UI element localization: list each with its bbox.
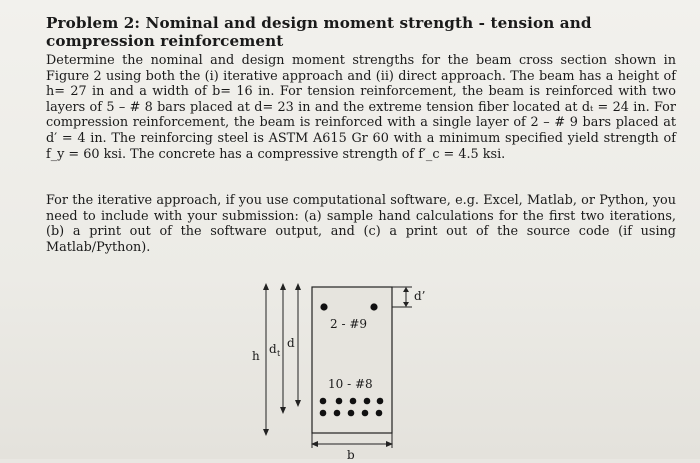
dprime-dimension-label: d’ [414, 289, 426, 303]
submission-instructions-paragraph: For the iterative approach, if you use computational software, e.g. Excel, Matlab, or Python, you need to include with your submission: (a) sample hand calculations for the first two iterations, (b) a print out of the software output, and (c) a print out of the source code (if using Matlab/Python). [46, 193, 676, 255]
arrowhead [263, 429, 269, 436]
arrowhead [263, 283, 269, 290]
compression-bar-label: 2 - #9 [330, 317, 368, 331]
tension-bar [362, 410, 369, 417]
h-dimension-label: h [252, 349, 260, 363]
tension-bar [348, 410, 355, 417]
problem-statement-paragraph: Determine the nominal and design moment strengths for the beam cross section shown in Figure 2 using both the (i) iterative approach and (ii) direct approach. The beam has a height of h= 27 in and a width of b= 16 in. For tension reinforcement, the beam is reinforced with two layers of 5 – # 8 bars placed at d= 23 in and the extreme tension fiber located at dₜ = 24 in. For compression reinforcement, the beam is reinforced with a single layer of 2 – # 9 bars placed at d′ = 4 in. The reinforcing steel is ASTM A615 Gr 60 with a minimum specified yield strength of f_y = 60 ksi. The concrete has a compressive strength of f′_c = 4.5 ksi. [46, 53, 676, 162]
tension-bar [334, 410, 341, 417]
arrowhead [280, 283, 286, 290]
tension-bar [376, 410, 383, 417]
arrowhead [280, 407, 286, 414]
compression-bar [370, 303, 377, 310]
arrowhead [295, 400, 301, 407]
tension-bar [336, 398, 343, 405]
tension-bar [320, 398, 327, 405]
beam-section-diagram [240, 272, 440, 462]
dt-dimension-label: d [269, 342, 277, 356]
tension-bar [377, 398, 384, 405]
d-dimension-label: d [287, 336, 295, 350]
tension-bar [350, 398, 357, 405]
compression-bar [320, 303, 327, 310]
arrowhead [403, 287, 409, 292]
arrowhead [403, 302, 409, 307]
tension-bar-label: 10 - #8 [328, 377, 373, 391]
dt-dimension-subscript: t [277, 349, 281, 358]
arrowhead [295, 283, 301, 290]
problem-title: Problem 2: Nominal and design moment strength - tension and compression reinforcement [46, 14, 592, 50]
tension-bar [320, 410, 327, 417]
b-dimension-label: b [347, 448, 355, 462]
tension-bar [364, 398, 371, 405]
beam-cross-section-figure [240, 272, 440, 462]
